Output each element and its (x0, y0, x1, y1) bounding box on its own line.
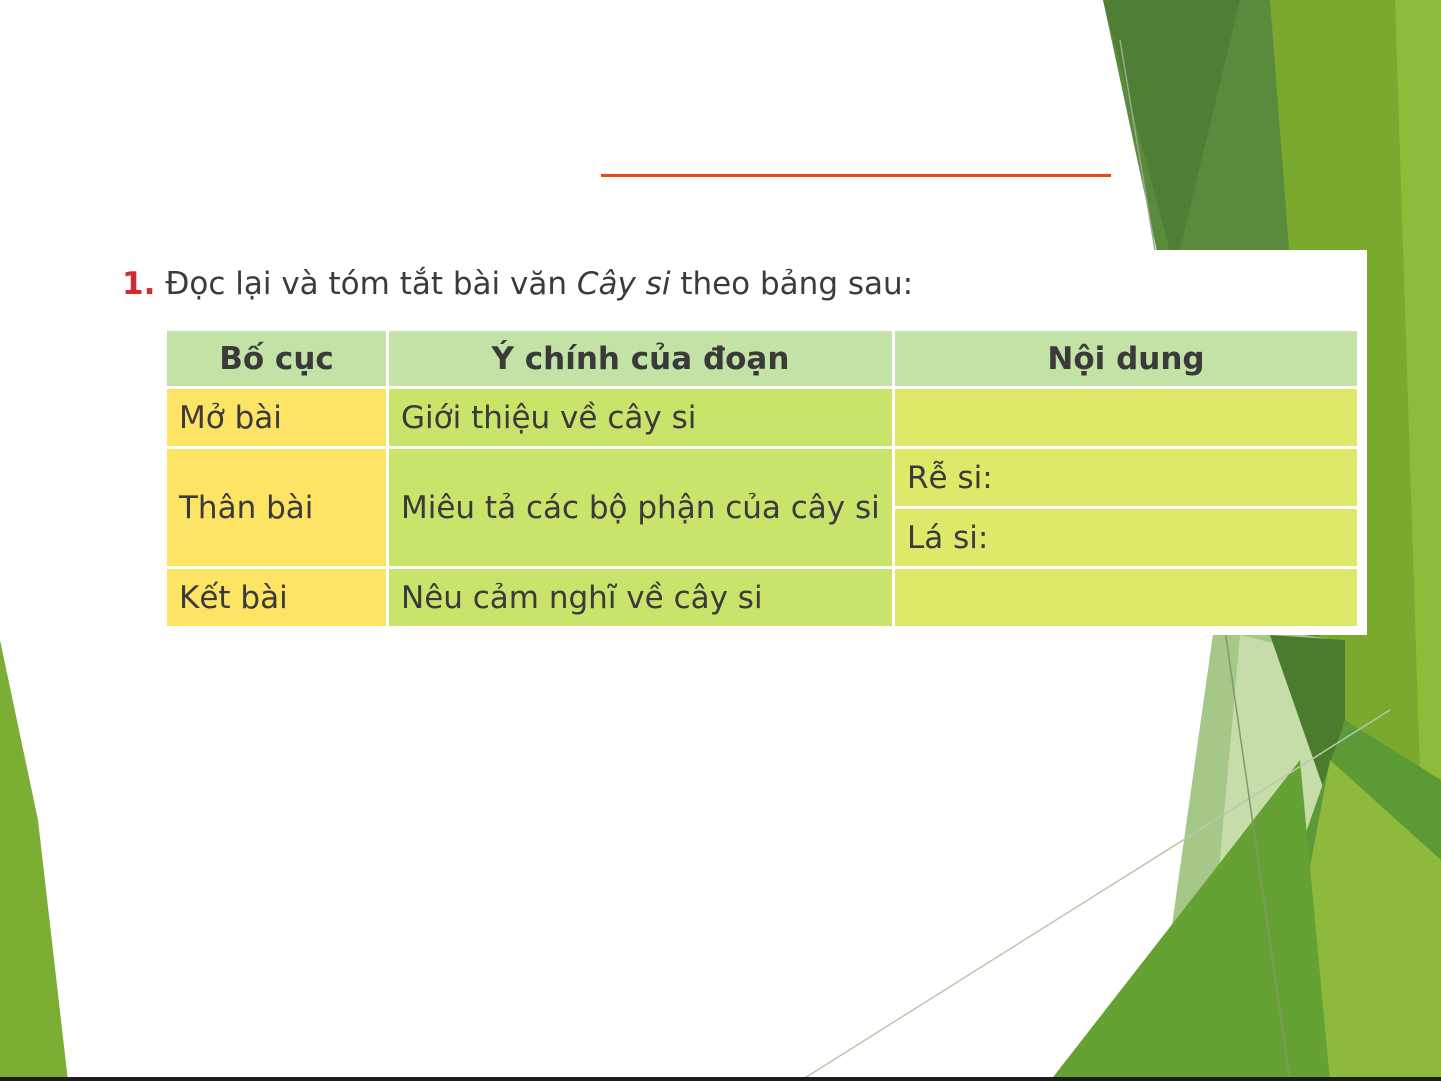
exercise-number: 1. (122, 266, 156, 302)
main-idea-cell: Nêu cảm nghĩ về cây si (388, 568, 894, 628)
exercise-instruction-start: Đọc lại và tóm tắt bài văn (165, 266, 567, 302)
header-main-idea: Ý chính của đoạn (388, 330, 894, 388)
title-underline (601, 174, 1111, 177)
section-cell: Mở bài (166, 388, 388, 448)
bottom-edge-bar (0, 1077, 1441, 1081)
content-cell-leaves[interactable]: Lá si: (894, 508, 1359, 568)
summary-table (164, 328, 1360, 629)
content-cell-roots[interactable]: Rễ si: (894, 448, 1359, 508)
exercise-work-title: Cây si (576, 266, 671, 302)
table-row (166, 388, 1359, 448)
table-header-row (166, 330, 1359, 388)
exercise-instruction-end: theo bảng sau: (680, 266, 914, 302)
main-idea-cell: Miêu tả các bộ phận của cây si (388, 448, 894, 568)
left-facet-shape (0, 640, 68, 1081)
table-row (166, 448, 1359, 508)
header-structure: Bố cục (166, 330, 388, 388)
exercise-heading (122, 262, 913, 306)
table-row (166, 568, 1359, 628)
content-cell[interactable] (894, 568, 1359, 628)
main-idea-cell: Giới thiệu về cây si (388, 388, 894, 448)
section-cell: Kết bài (166, 568, 388, 628)
content-cell[interactable] (894, 388, 1359, 448)
header-content: Nội dung (894, 330, 1359, 388)
exercise-panel (100, 250, 1367, 635)
section-cell: Thân bài (166, 448, 388, 568)
